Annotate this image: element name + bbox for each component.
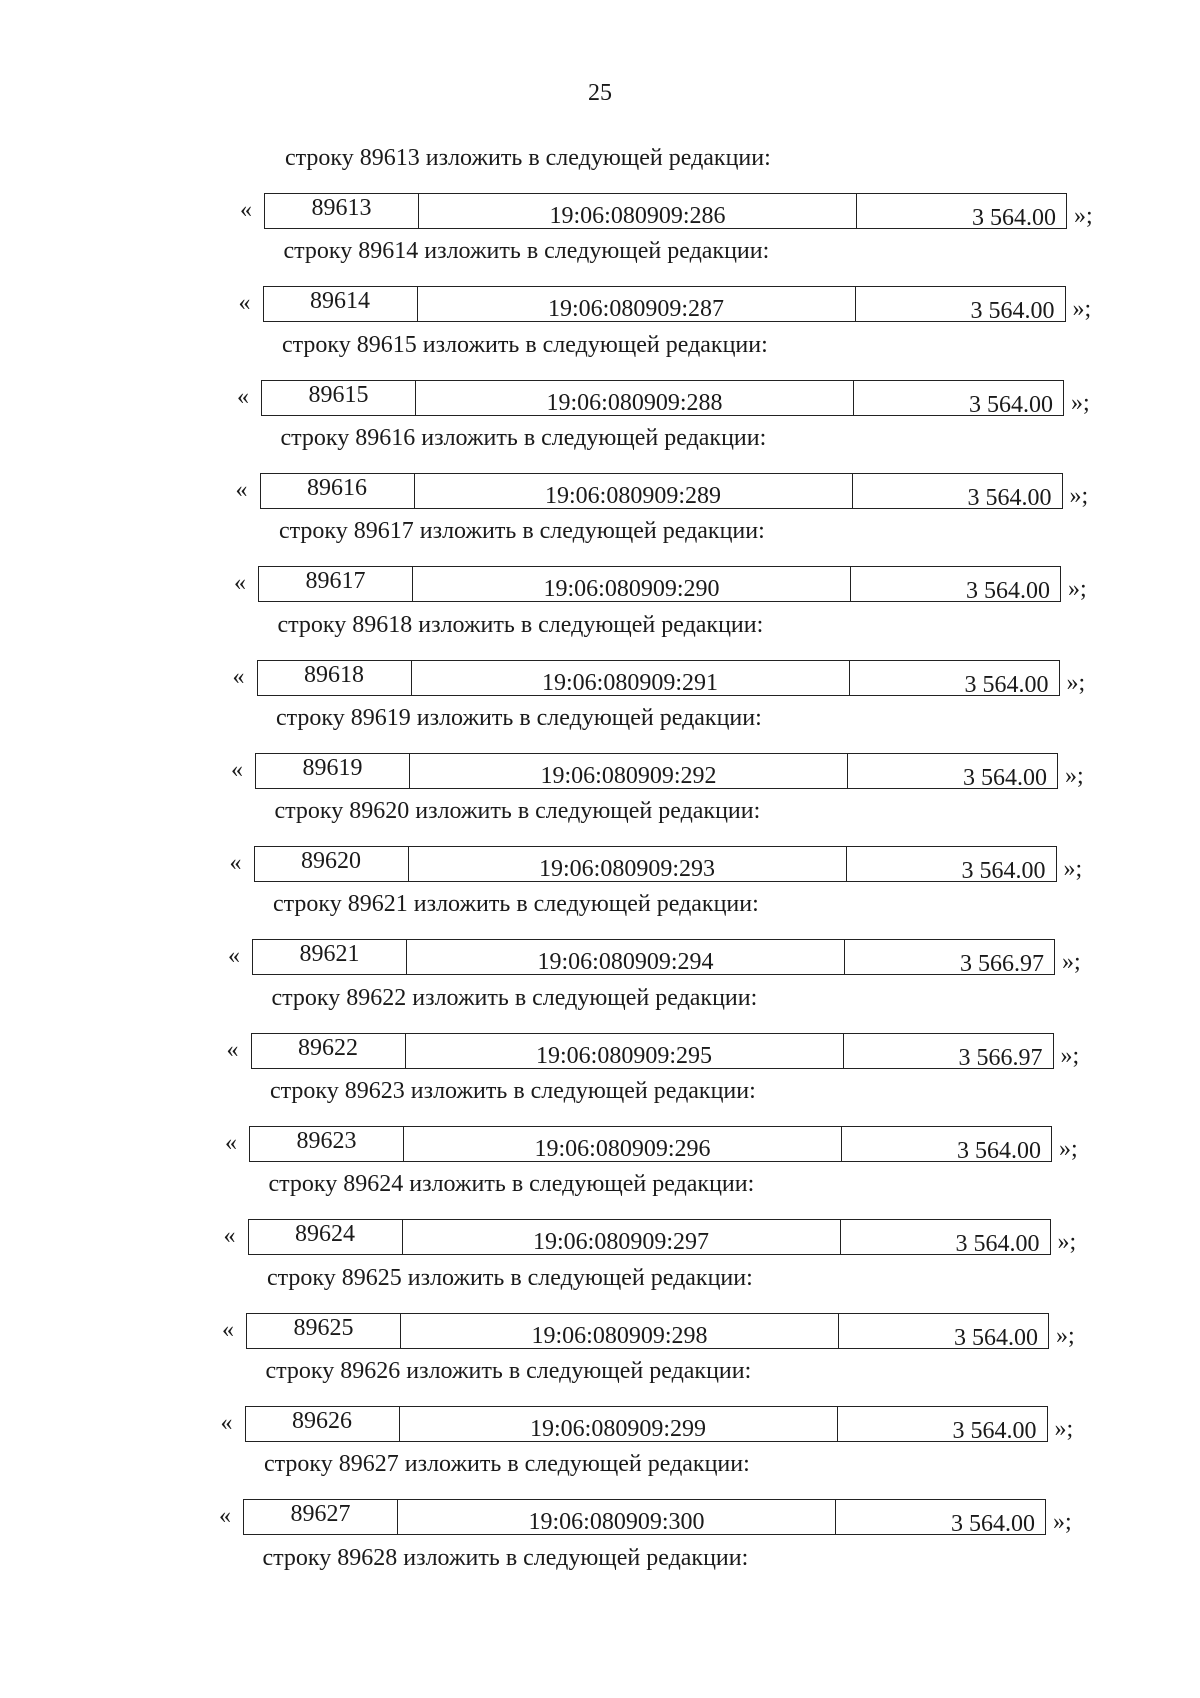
table-row	[252, 939, 1055, 978]
row-number-cell: 89625	[293, 1314, 354, 1341]
closing-quote: »;	[1056, 1322, 1075, 1349]
area-value-cell: 3 564.00	[840, 1220, 1050, 1254]
area-value-cell: 3 564.00	[853, 381, 1063, 415]
cadastral-number-cell: 19:06:080909:290	[412, 567, 850, 601]
closing-quote: »;	[1066, 669, 1086, 696]
cadastral-number-cell: 19:06:080909:297	[402, 1220, 840, 1254]
closing-quote: »;	[1053, 1509, 1072, 1536]
amendment-instruction: строку 89613 изложить в следующей редакции:	[285, 145, 771, 171]
opening-quote: «	[232, 663, 245, 690]
table-row	[263, 286, 1066, 325]
area-value-cell: 3 566.97	[843, 1034, 1053, 1068]
closing-quote: »;	[1054, 1415, 1074, 1442]
opening-quote: «	[219, 1503, 231, 1530]
amendment-instruction: строку 89614 изложить в следующей редакции:	[283, 238, 770, 265]
table-row	[255, 753, 1058, 789]
area-value-cell: 3 564.00	[846, 847, 1056, 881]
closing-quote: »;	[1060, 1042, 1080, 1069]
amendment-instruction: строку 89625 изложить в следующей редакции:	[267, 1264, 753, 1291]
table-row	[261, 380, 1064, 416]
table-row	[254, 846, 1057, 885]
area-value-cell: 3 564.00	[855, 287, 1065, 321]
page-number: 25	[588, 80, 612, 106]
final-instruction: строку 89628 изложить в следующей редакции:	[262, 1544, 749, 1571]
opening-quote: «	[222, 1316, 234, 1343]
table-row	[264, 193, 1067, 229]
opening-quote: «	[228, 943, 240, 970]
area-value-cell: 3 564.00	[852, 474, 1062, 508]
table-row-block	[229, 846, 1110, 885]
opening-quote: «	[237, 383, 249, 410]
amendment-instruction: строку 89617 изложить в следующей редакции:	[279, 518, 765, 545]
table-row-block	[222, 1313, 1102, 1349]
cadastral-number-cell: 19:06:080909:286	[418, 194, 856, 228]
amendment-instruction: строку 89621 изложить в следующей редакции:	[273, 891, 759, 918]
amendment-instruction: строку 89618 изложить в следующей редакции:	[277, 611, 764, 638]
area-value-cell: 3 564.00	[847, 754, 1057, 788]
amendment-instruction: строку 89622 изложить в следующей редакции:	[271, 984, 758, 1011]
cadastral-number-cell: 19:06:080909:289	[414, 474, 852, 508]
opening-quote: «	[234, 570, 246, 597]
table-row-block	[237, 380, 1117, 416]
table-row-block	[234, 566, 1114, 605]
table-row	[243, 1499, 1046, 1538]
table-row	[257, 660, 1060, 696]
area-value-cell: 3 564.00	[838, 1314, 1048, 1348]
table-row-block	[223, 1219, 1104, 1258]
row-number-cell: 89620	[301, 848, 361, 875]
table-row	[249, 1126, 1052, 1162]
opening-quote: «	[225, 1130, 237, 1156]
row-number-cell: 89614	[310, 288, 370, 315]
closing-quote: »;	[1071, 389, 1090, 416]
closing-quote: »;	[1072, 296, 1092, 323]
opening-quote: «	[235, 476, 248, 503]
closing-quote: »;	[1062, 949, 1081, 976]
table-row	[251, 1033, 1054, 1069]
area-value-cell: 3 564.00	[841, 1127, 1051, 1161]
cadastral-number-cell: 19:06:080909:293	[408, 847, 846, 881]
row-number-cell: 89627	[290, 1501, 351, 1528]
amendment-instruction: строку 89626 изложить в следующей редакции:	[265, 1357, 752, 1384]
amendment-instruction: строку 89616 изложить в следующей редакции:	[280, 424, 767, 451]
closing-quote: »;	[1059, 1136, 1078, 1162]
area-value-cell: 3 564.00	[856, 194, 1066, 228]
cadastral-number-cell: 19:06:080909:299	[399, 1407, 837, 1441]
area-value-cell: 3 564.00	[849, 661, 1059, 695]
cadastral-number-cell: 19:06:080909:292	[409, 754, 847, 788]
amendment-instruction: строку 89615 изложить в следующей редакции:	[282, 331, 768, 358]
cadastral-number-cell: 19:06:080909:288	[415, 381, 853, 415]
amendment-instruction: строку 89623 изложить в следующей редакции:	[270, 1078, 756, 1104]
opening-quote: «	[223, 1223, 236, 1250]
table-row	[258, 566, 1061, 605]
table-row-block	[228, 939, 1108, 978]
table-row	[246, 1313, 1049, 1349]
opening-quote: «	[231, 756, 243, 783]
row-number-cell: 89624	[295, 1221, 355, 1248]
area-value-cell: 3 564.00	[837, 1407, 1047, 1441]
amendment-instruction: строку 89624 изложить в следующей редакции:	[268, 1171, 755, 1198]
row-number-cell: 89617	[305, 568, 366, 595]
opening-quote: «	[240, 197, 252, 223]
table-row-block	[236, 473, 1116, 509]
cadastral-number-cell: 19:06:080909:298	[400, 1314, 838, 1348]
row-number-cell: 89621	[299, 941, 360, 968]
opening-quote: «	[238, 290, 251, 317]
row-number-cell: 89616	[307, 474, 367, 501]
table-row	[248, 1219, 1051, 1258]
row-number-cell: 89618	[304, 661, 364, 688]
closing-quote: »;	[1068, 576, 1087, 603]
cadastral-number-cell: 19:06:080909:291	[411, 661, 849, 695]
cadastral-number-cell: 19:06:080909:296	[403, 1127, 841, 1161]
area-value-cell: 3 564.00	[835, 1500, 1045, 1534]
amendment-instruction: строку 89627 изложить в следующей редакции:	[264, 1451, 750, 1478]
closing-quote: »;	[1063, 856, 1083, 883]
cadastral-number-cell: 19:06:080909:294	[406, 940, 844, 974]
row-number-cell: 89615	[308, 381, 369, 408]
row-number-cell: 89619	[302, 754, 363, 781]
area-value-cell: 3 564.00	[850, 567, 1060, 601]
closing-quote: »;	[1057, 1229, 1077, 1256]
opening-quote: «	[220, 1409, 233, 1436]
row-number-cell: 89613	[311, 195, 372, 221]
table-row-block	[238, 286, 1119, 325]
closing-quote: »;	[1074, 203, 1093, 229]
row-number-cell: 89626	[292, 1407, 352, 1434]
closing-quote: »;	[1065, 762, 1084, 789]
cadastral-number-cell: 19:06:080909:287	[417, 287, 855, 321]
opening-quote: «	[229, 850, 242, 877]
closing-quote: »;	[1069, 482, 1089, 509]
table-row-block	[233, 660, 1113, 696]
row-number-cell: 89622	[298, 1034, 358, 1061]
opening-quote: «	[226, 1036, 239, 1063]
table-row-block	[231, 753, 1111, 789]
table-row	[260, 473, 1063, 509]
table-row-block	[219, 1499, 1099, 1538]
table-row	[245, 1406, 1048, 1442]
area-value-cell: 3 566.97	[844, 940, 1054, 974]
row-number-cell: 89623	[296, 1128, 357, 1154]
table-row-block	[221, 1406, 1101, 1442]
amendment-instruction: строку 89620 изложить в следующей редакции:	[274, 798, 761, 825]
table-row-block	[240, 193, 1120, 229]
table-row-block	[227, 1033, 1107, 1069]
amendment-instruction: строку 89619 изложить в следующей редакции:	[276, 704, 762, 731]
table-row-block	[225, 1126, 1105, 1162]
cadastral-number-cell: 19:06:080909:295	[405, 1034, 843, 1068]
cadastral-number-cell: 19:06:080909:300	[397, 1500, 835, 1534]
